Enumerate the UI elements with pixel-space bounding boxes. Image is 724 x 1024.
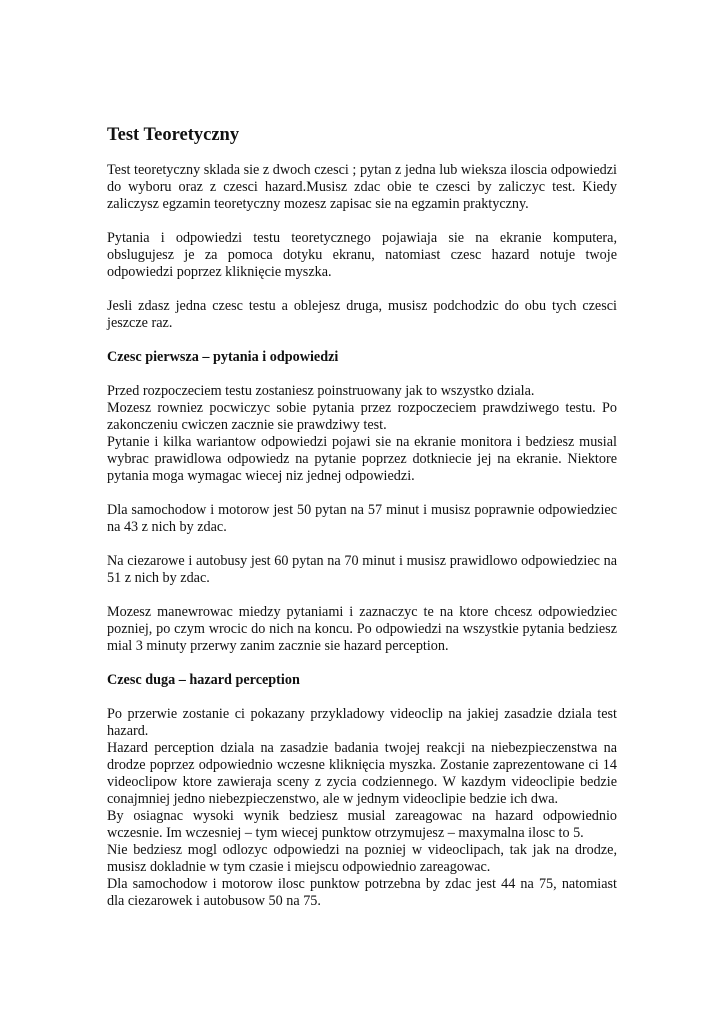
intro-paragraph-2: Pytania i odpowiedzi testu teoretycznego pojawiaja sie na ekranie komputera, obslugujesz je za pomoca dotyku ekranu, natomiast czesc hazard notuje twoje odpowiedzi poprzez kliknięcie myszka. — [107, 230, 617, 280]
section1-line: Przed rozpoczeciem testu zostaniesz poinstruowany jak to wszystko dziala. — [107, 383, 535, 399]
section1-paragraph-cars: Dla samochodow i motorow jest 50 pytan na 57 minut i musisz poprawnie odpowiedziec na 43 z nich by zdac. — [107, 502, 617, 535]
intro-paragraph-3: Jesli zdasz jedna czesc testu a oblejesz druga, musisz podchodzic do obu tych czesci jeszcze raz. — [107, 298, 617, 331]
document-page — [107, 124, 617, 910]
section2-line: Dla samochodow i motorow ilosc punktow potrzebna by zdac jest 44 na 75, natomiast dla ciezarowek i autobusow 50 na 75. — [107, 876, 617, 909]
document-title: Test Teoretyczny — [107, 125, 240, 145]
section-heading-part-one: Czesc pierwsza – pytania i odpowiedzi — [107, 349, 339, 365]
intro-paragraph-1: Test teoretyczny sklada sie z dwoch czesci ; pytan z jedna lub wieksza iloscia odpowiedzi do wyboru oraz z czesci hazard.Musisz zdac obie te czesci by zaliczyc test. Kiedy zaliczysz egzamin teoretyczny mozesz zapisac sie na egzamin praktyczny. — [107, 162, 617, 212]
section2-line: Nie bedziesz mogl odlozyc odpowiedzi na pozniej w videoclipach, tak jak na drodze, musisz dokladnie w tym czasie i miejscu odpowiednio zareagowac. — [107, 842, 617, 875]
section1-instructions — [107, 383, 617, 485]
section2-line: Hazard perception dziala na zasadzie badania twojej reakcji na niebezpieczenstwa na drodze poprzez odpowiednio wczesne kliknięcia myszka. Zostanie zaprezentowane ci 14 videoclipow ktore zawieraja sceny z zycia codziennego. W kazdym videoclipie bedzie conajmniej jedno niebezpieczenstwo, ale w jednym videoclipie bedzie ich dwa. — [107, 740, 617, 807]
section1-line: Mozesz rowniez pocwiczyc sobie pytania przez rozpoczeciem prawdziwego testu. Po zakonczeniu cwiczen zacznie sie prawdziwy test. — [107, 400, 617, 433]
section1-paragraph-trucks: Na ciezarowe i autobusy jest 60 pytan na 70 minut i musisz prawidlowo odpowiedziec na 51 z nich by zdac. — [107, 553, 617, 586]
section-heading-part-two: Czesc duga – hazard perception — [107, 672, 300, 688]
section1-paragraph-navigation: Mozesz manewrowac miedzy pytaniami i zaznaczyc te na ktore chcesz odpowiedziec pozniej, po czym wrocic do nich na koncu. Po odpowiedzi na wszystkie pytania bedziesz mial 3 minuty przerwy zanim zacznie sie hazard perception. — [107, 604, 617, 654]
section2-line: By osiagnac wysoki wynik bedziesz musial zareagowac na hazard odpowiednio wczesnie. Im wczesniej – tym wiecej punktow otrzymujesz – maxymalna ilosc to 5. — [107, 808, 617, 841]
section2-body — [107, 706, 617, 910]
section1-line: Pytanie i kilka wariantow odpowiedzi pojawi sie na ekranie monitora i bedziesz musial wybrac prawidlowa odpowiedz na pytanie poprzez dotkniecie jej na ekranie. Niektore pytania moga wymagac wiecej niz jednej odpowiedzi. — [107, 434, 617, 484]
section2-line: Po przerwie zostanie ci pokazany przykladowy videoclip na jakiej zasadzie dziala test hazard. — [107, 706, 617, 739]
